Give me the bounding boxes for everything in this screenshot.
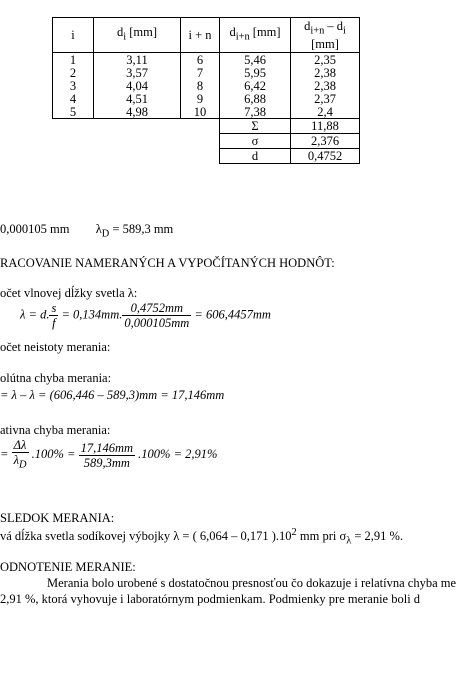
result-text: vá dĺžka svetla sodíkovej výbojky λ = ( 6,064 – 0,171 )$.10^2$ mm pri $\sigma_\lambda = 2,91$ %. — [0, 527, 404, 547]
cell-diff: 2,38 — [291, 79, 360, 92]
summary-value: 2,376 — [291, 134, 360, 149]
table-row — [53, 105, 360, 119]
cell-diff: 2,35 — [291, 53, 360, 67]
equation-rel-error: = $\frac{\Delta\lambda}{\lambda_D}$ .100% = $\frac{17,146mm}{589,3mm}$ .100% = 2,91% — [0, 438, 218, 471]
focal-value: 0,000105 mm — [0, 222, 70, 236]
cell-diff: 2,37 — [291, 92, 360, 105]
cell-di: 4,51 — [94, 92, 181, 105]
cell-diff: 2,4 — [291, 105, 360, 119]
summary-row-sum — [53, 119, 360, 134]
uncertainty-label: očet neistoty merania: — [0, 340, 111, 354]
cell-di: 4,04 — [94, 79, 181, 92]
params-line — [0, 222, 173, 240]
summary-symbol: Σ — [220, 119, 291, 134]
cell-din: 6,42 — [220, 79, 291, 92]
equation-wavelength: λ = d. $\frac{s}{f}$ = 0,134mm. $\frac{0,4752mm}{0,000105mm}$ = 606,4457mm — [20, 301, 271, 330]
cell-i: 1 — [53, 53, 94, 67]
header-i: i — [53, 18, 94, 53]
header-di: $d_i$ [mm] — [94, 18, 181, 53]
table-row — [53, 66, 360, 79]
evaluation-line-1: Merania bolo urobené s dostatočnou presnosťou čo dokazuje i relatívna chyba me — [47, 576, 457, 590]
evaluation-heading: ODNOTENIE MERANIE: — [0, 560, 136, 574]
summary-value: 0,4752 — [291, 149, 360, 164]
header-din: $d_{i+n}$ [mm] — [220, 18, 291, 53]
evaluation-line-2: 2,91 %, ktorá vyhovuje i laboratórnym podmienkam. Podmienky pre meranie boli d — [0, 592, 421, 606]
cell-i: 2 — [53, 66, 94, 79]
cell-din: 5,95 — [220, 66, 291, 79]
table-row — [53, 92, 360, 105]
cell-di: 3,11 — [94, 53, 181, 67]
table-row — [53, 53, 360, 67]
summary-symbol: σ — [220, 134, 291, 149]
cell-din: 7,38 — [220, 105, 291, 119]
cell-i-plus-n: 7 — [181, 66, 220, 79]
summary-value: 11,88 — [291, 119, 360, 134]
table-header-row — [53, 18, 360, 53]
cell-din: 6,88 — [220, 92, 291, 105]
cell-i: 5 — [53, 105, 94, 119]
rel-error-label: ativna chyba merania: — [0, 423, 111, 437]
cell-i-plus-n: 6 — [181, 53, 220, 67]
cell-di: 4,98 — [94, 105, 181, 119]
lambda-d-value: $\lambda_D = 589,3$ mm — [95, 222, 174, 240]
header-diff: $d_{i+n} - d_i$ [mm] — [291, 18, 360, 53]
header-i-plus-n: i + n — [181, 18, 220, 53]
cell-i-plus-n: 10 — [181, 105, 220, 119]
section-processing-heading: RACOVANIE NAMERANÝCH A VYPOČÍTANÝCH HODNÔT: — [0, 256, 335, 270]
summary-row-d — [53, 149, 360, 164]
measurement-table — [52, 17, 360, 164]
result-heading: SLEDOK MERANIA: — [0, 511, 115, 525]
summary-symbol: d — [220, 149, 291, 164]
abs-error-label: olútna chyba merania: — [0, 371, 112, 385]
cell-di: 3,57 — [94, 66, 181, 79]
cell-din: 5,46 — [220, 53, 291, 67]
wave-label: očet vlnovej dĺžky svetla λ: — [0, 286, 138, 300]
cell-diff: 2,38 — [291, 66, 360, 79]
equation-abs-error: = λ – λ = (606,446 – 589,3)mm = 17,146mm — [0, 388, 225, 402]
cell-i: 4 — [53, 92, 94, 105]
cell-i-plus-n: 8 — [181, 79, 220, 92]
cell-i: 3 — [53, 79, 94, 92]
table-row — [53, 79, 360, 92]
cell-i-plus-n: 9 — [181, 92, 220, 105]
summary-row-sigma — [53, 134, 360, 149]
